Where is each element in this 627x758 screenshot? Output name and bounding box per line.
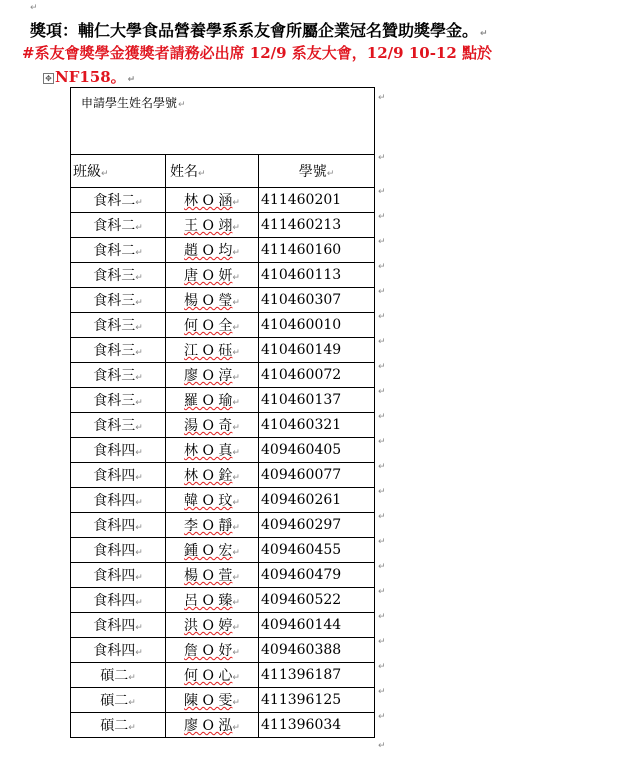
class-cell[interactable]: 食科四↵ (71, 563, 166, 588)
name-cell[interactable]: 楊 O 瑩↵ (166, 288, 259, 313)
award-title (30, 18, 488, 41)
class-cell[interactable]: 食科四↵ (71, 513, 166, 538)
paragraph-mark: ↵ (127, 75, 136, 85)
table-row (71, 288, 375, 313)
table-row (71, 388, 375, 413)
paragraph-mark: ↵ (378, 612, 386, 622)
table-row (71, 538, 375, 563)
class-cell[interactable]: 食科三↵ (71, 413, 166, 438)
table-row (71, 263, 375, 288)
name-cell[interactable]: 王 O 翊↵ (166, 213, 259, 238)
student-id-cell[interactable]: 411460213 (259, 213, 375, 238)
class-cell[interactable]: 食科四↵ (71, 613, 166, 638)
paragraph-mark: ↵ (135, 373, 143, 383)
class-cell[interactable]: 食科三↵ (71, 288, 166, 313)
student-id-cell[interactable]: 409460479 (259, 563, 375, 588)
name-cell[interactable]: 廖 O 泓↵ (166, 713, 259, 738)
student-id-cell[interactable]: 410460010 (259, 313, 375, 338)
paragraph-mark: ↵ (378, 312, 386, 322)
paragraph-mark: ↵ (232, 673, 240, 683)
name-cell[interactable]: 林 O 真↵ (166, 438, 259, 463)
column-header-id[interactable]: 學號↵ (259, 155, 375, 188)
class-cell[interactable]: 食科四↵ (71, 463, 166, 488)
table-row (71, 563, 375, 588)
paragraph-mark: ↵ (378, 337, 386, 347)
name-cell[interactable]: 何 O 心↵ (166, 663, 259, 688)
paragraph-mark: ↵ (378, 212, 386, 222)
paragraph-mark: ↵ (378, 412, 386, 422)
paragraph-mark: ↵ (135, 623, 143, 633)
paragraph-mark: ↵ (232, 523, 240, 533)
name-cell[interactable]: 韓 O 玟↵ (166, 488, 259, 513)
name-cell[interactable]: 洪 O 婷↵ (166, 613, 259, 638)
paragraph-mark: ↵ (378, 153, 386, 163)
student-id-cell[interactable]: 410460307 (259, 288, 375, 313)
paragraph-mark: ↵ (232, 723, 240, 733)
paragraph-mark: ↵ (135, 223, 143, 233)
paragraph-mark: ↵ (378, 287, 386, 297)
name-cell[interactable]: 廖 O 淳↵ (166, 363, 259, 388)
table-row (71, 663, 375, 688)
paragraph-mark: ↵ (378, 187, 386, 197)
table-row (71, 413, 375, 438)
name-cell[interactable]: 趙 O 均↵ (166, 238, 259, 263)
student-id-cell[interactable]: 411460201 (259, 188, 375, 213)
table-header-text: 申請學生姓名學號 (81, 96, 178, 110)
student-id-cell[interactable]: 411396125 (259, 688, 375, 713)
table-row (71, 213, 375, 238)
notice-line2-text: NF158。 (55, 68, 126, 86)
student-id-cell[interactable]: 409460077 (259, 463, 375, 488)
paragraph-mark: ↵ (378, 687, 386, 697)
table-move-handle-icon[interactable]: ✥ (43, 73, 54, 84)
name-cell[interactable]: 湯 O 奇↵ (166, 413, 259, 438)
paragraph-mark: ↵ (232, 498, 240, 508)
attendance-notice-line2 (42, 66, 135, 87)
paragraph-mark: ↵ (378, 512, 386, 522)
class-cell[interactable]: 食科二↵ (71, 238, 166, 263)
student-id-cell[interactable]: 411396034 (259, 713, 375, 738)
paragraph-mark: ↵ (135, 573, 143, 583)
class-cell[interactable]: 食科四↵ (71, 488, 166, 513)
paragraph-mark: ↵ (135, 323, 143, 333)
paragraph-mark: ↵ (135, 473, 143, 483)
paragraph-mark: ↵ (232, 373, 240, 383)
paragraph-mark: ↵ (135, 423, 143, 433)
student-id-cell[interactable]: 409460144 (259, 613, 375, 638)
paragraph-mark: ↵ (135, 248, 143, 258)
paragraph-mark: ↵ (232, 598, 240, 608)
paragraph-mark: ↵ (378, 637, 386, 647)
column-header-name[interactable]: 姓名↵ (166, 155, 259, 188)
class-cell[interactable]: 食科二↵ (71, 188, 166, 213)
class-cell[interactable]: 食科三↵ (71, 338, 166, 363)
paragraph-mark: ↵ (135, 548, 143, 558)
table-header-cell[interactable] (71, 88, 375, 155)
class-cell[interactable]: 食科三↵ (71, 313, 166, 338)
student-id-cell[interactable]: 411460160 (259, 238, 375, 263)
student-id-cell[interactable]: 409460455 (259, 538, 375, 563)
paragraph-mark: ↵ (232, 298, 240, 308)
class-cell[interactable]: 食科三↵ (71, 263, 166, 288)
scholarship-table (70, 87, 375, 738)
paragraph-mark: ↵ (232, 448, 240, 458)
paragraph-mark: ↵ (378, 562, 386, 572)
paragraph-mark: ↵ (135, 298, 143, 308)
column-header-class[interactable]: 班級↵ (71, 155, 166, 188)
student-id-cell[interactable]: 410460113 (259, 263, 375, 288)
paragraph-mark: ↵ (378, 362, 386, 372)
class-cell[interactable]: 食科四↵ (71, 538, 166, 563)
table-row (71, 238, 375, 263)
paragraph-mark: ↵ (232, 473, 240, 483)
table-row (71, 188, 375, 213)
student-id-cell[interactable]: 410460149 (259, 338, 375, 363)
name-cell[interactable]: 林 O 涵↵ (166, 188, 259, 213)
paragraph-mark: ↵ (135, 598, 143, 608)
name-cell[interactable]: 唐 O 妍↵ (166, 263, 259, 288)
paragraph-mark: ↵ (378, 741, 386, 751)
paragraph-mark: ↵ (232, 398, 240, 408)
paragraph-mark: ↵ (378, 537, 386, 547)
paragraph-mark: ↵ (232, 548, 240, 558)
class-cell[interactable]: 碩二↵ (71, 688, 166, 713)
name-cell[interactable]: 江 O 砡↵ (166, 338, 259, 363)
class-cell[interactable]: 食科四↵ (71, 438, 166, 463)
table-row (71, 313, 375, 338)
name-cell[interactable]: 呂 O 臻↵ (166, 588, 259, 613)
name-cell[interactable]: 何 O 全↵ (166, 313, 259, 338)
paragraph-mark: ↵ (135, 448, 143, 458)
class-cell[interactable]: 食科二↵ (71, 213, 166, 238)
paragraph-mark: ↵ (135, 648, 143, 658)
paragraph-mark: ↵ (378, 662, 386, 672)
class-cell[interactable]: 食科四↵ (71, 638, 166, 663)
paragraph-mark: ↵ (30, 3, 38, 13)
award-title-text: 獎項：輔仁大學食品營養學系系友會所屬企業冠名贊助獎學金。 (30, 21, 479, 40)
table-row (71, 513, 375, 538)
class-cell[interactable]: 碩二↵ (71, 713, 166, 738)
paragraph-mark: ↵ (378, 237, 386, 247)
column-header-row (71, 155, 375, 188)
paragraph-mark: ↵ (232, 323, 240, 333)
table-row (71, 588, 375, 613)
paragraph-mark: ↵ (378, 387, 386, 397)
paragraph-mark: ↵ (232, 348, 240, 358)
student-id-cell[interactable]: 410460072 (259, 363, 375, 388)
paragraph-mark: ↵ (232, 698, 240, 708)
student-id-cell[interactable]: 409460297 (259, 513, 375, 538)
paragraph-mark: ↵ (128, 698, 136, 708)
paragraph-mark: ↵ (232, 423, 240, 433)
name-cell[interactable]: 鍾 O 宏↵ (166, 538, 259, 563)
class-cell[interactable]: 碩二↵ (71, 663, 166, 688)
paragraph-mark: ↵ (135, 498, 143, 508)
table-row (71, 338, 375, 363)
table-header-row (71, 88, 375, 155)
paragraph-mark: ↵ (135, 198, 143, 208)
name-cell[interactable]: 詹 O 妤↵ (166, 638, 259, 663)
paragraph-mark: ↵ (128, 723, 136, 733)
paragraph-mark: ↵ (135, 348, 143, 358)
paragraph-mark: ↵ (378, 437, 386, 447)
paragraph-mark: ↵ (480, 29, 488, 39)
paragraph-mark: ↵ (178, 100, 186, 110)
student-id-cell[interactable]: 410460321 (259, 413, 375, 438)
paragraph-mark: ↵ (378, 712, 386, 722)
attendance-notice-line1: #系友會獎學金獲獎者請務必出席 12/9 系友大會，12/9 10-12 點於 (22, 44, 493, 62)
paragraph-mark: ↵ (378, 487, 386, 497)
table-row (71, 488, 375, 513)
paragraph-mark: ↵ (378, 462, 386, 472)
table-row (71, 463, 375, 488)
student-id-cell[interactable]: 409460261 (259, 488, 375, 513)
table-row (71, 438, 375, 463)
table-row (71, 688, 375, 713)
table-row (71, 713, 375, 738)
student-id-cell[interactable]: 409460405 (259, 438, 375, 463)
class-cell[interactable]: 食科四↵ (71, 588, 166, 613)
class-cell[interactable]: 食科三↵ (71, 388, 166, 413)
paragraph-mark: ↵ (232, 573, 240, 583)
paragraph-mark: ↵ (128, 673, 136, 683)
student-id-cell[interactable]: 410460137 (259, 388, 375, 413)
student-id-cell[interactable]: 409460522 (259, 588, 375, 613)
paragraph-mark: ↵ (135, 273, 143, 283)
paragraph-mark: ↵ (232, 198, 240, 208)
paragraph-mark: ↵ (232, 648, 240, 658)
name-cell[interactable]: 羅 O 瑜↵ (166, 388, 259, 413)
paragraph-mark: ↵ (378, 93, 386, 103)
name-cell[interactable]: 楊 O 萱↵ (166, 563, 259, 588)
paragraph-mark: ↵ (232, 248, 240, 258)
student-id-cell[interactable]: 411396187 (259, 663, 375, 688)
paragraph-mark: ↵ (135, 398, 143, 408)
name-cell[interactable]: 李 O 靜↵ (166, 513, 259, 538)
class-cell[interactable]: 食科三↵ (71, 363, 166, 388)
table-row (71, 363, 375, 388)
student-id-cell[interactable]: 409460388 (259, 638, 375, 663)
paragraph-mark: ↵ (378, 587, 386, 597)
paragraph-mark: ↵ (232, 223, 240, 233)
name-cell[interactable]: 陳 O 雯↵ (166, 688, 259, 713)
table-row (71, 613, 375, 638)
paragraph-mark: ↵ (232, 273, 240, 283)
paragraph-mark: ↵ (232, 623, 240, 633)
paragraph-mark: ↵ (135, 523, 143, 533)
name-cell[interactable]: 林 O 銓↵ (166, 463, 259, 488)
paragraph-mark: ↵ (378, 262, 386, 272)
table-row (71, 638, 375, 663)
